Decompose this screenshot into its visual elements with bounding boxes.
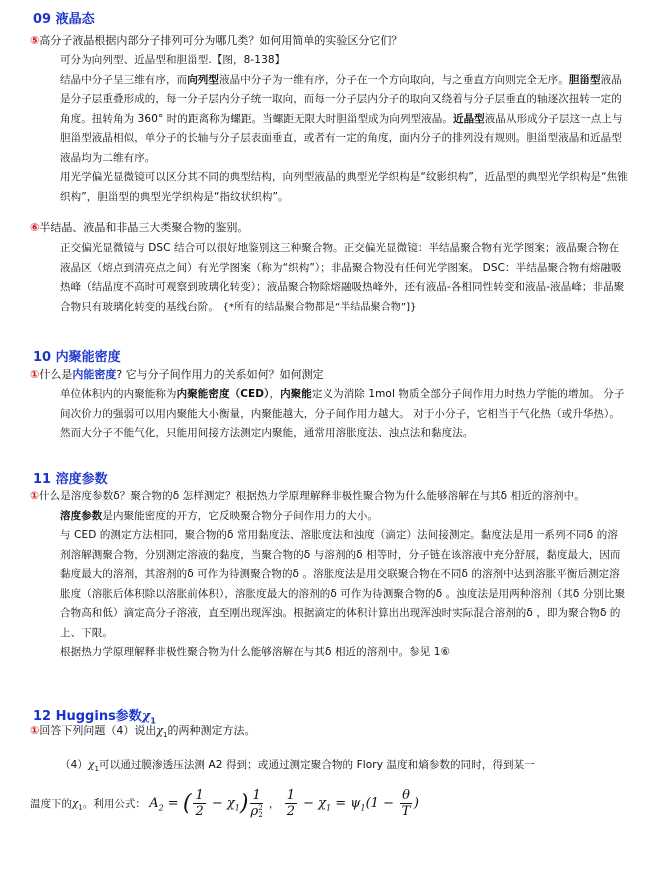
circled-1-mark: ① [30,490,39,502]
para-textures: 用光学偏光显微镜可以区分其不同的典型结构，向列型液晶的典型光学织构是“纹影织构”，近晶型的典型光学织构是“焦锥织构”，胆甾型的典型光学织构是“指纹状织构”。 [60,171,628,203]
circled-5-mark: ⑤ [30,34,40,47]
text-run: （4） [60,759,88,771]
para-chi-methods [30,756,628,780]
subscript: 1 [234,803,240,813]
text-run: 是内聚能密度的开方，它反映聚合物分子间作用力的大小。 [102,509,379,522]
section-10-body [30,385,628,444]
formula-chi-psi [283,788,419,819]
subscript: 2 [158,803,164,813]
chi-symbol: χ [72,797,79,810]
formula-separator: ， [268,798,280,810]
text-run: 结晶中分子呈三维有序，而 [60,73,188,86]
text-run: 温度下的 [30,798,72,810]
section-09-identification [30,239,628,317]
question-6 [30,219,248,235]
para-types: 可分为向列型、近晶型和胆甾型.【图，8-138】 [60,54,286,66]
fraction-half [193,788,205,819]
formula-symbol: ρ [250,804,259,819]
subscript: 1 [326,803,332,813]
subscript: 1 [78,803,83,812]
fraction-half [285,788,297,819]
question-5 [30,32,402,48]
subscript: 1 [94,765,100,774]
section-11-body [30,487,628,663]
term-solubility-parameter: 溶度参数 [60,509,103,522]
section-09-heading: 09 液晶态 [33,12,95,27]
para-solubility-methods: 与 CED 的测定方法相同，聚合物的δ 常用黏度法、溶胀度法和浊度（滴定）法间接测定。黏度法是用一系列不同δ 的溶剂溶解测聚合物，分别测定溶液的黏度，当聚合物的δ 与溶剂的δ 相等时，分子链在该溶液中充分舒展，黏度最大，因而黏度最大的溶剂，其溶剂的δ 可作为待测聚合物的δ 。溶胀度法是用交联聚合物在不同δ 的溶剂中达到溶胀平衡后测定溶胀度（溶胀后体积除以溶胀前体积），溶胀度最大的溶剂的δ 可作为待测聚合物的δ 。浊度法是用两种溶剂（其δ 分别比聚合物高和低）滴定高分子溶液，直至刚出现浑浊。根据滴定的体积计算出出现浑浊时实际混合溶剂的δ ，即为聚合物δ 的上、下限。 [60,529,626,639]
text-run: 单位体积内的内聚能称为 [60,388,177,400]
term-ced: 内聚能密度（CED） [176,388,270,400]
chi-symbol: χ [141,709,151,724]
chi-symbol: χ [87,759,95,771]
fraction-denominator [250,804,262,819]
fraction-numerator: 1 [286,788,295,803]
text-run: 12 Huggins参数 [33,709,142,724]
note-ref: {*所有的结晶聚合物都是“半结晶聚合物”]} [222,301,417,313]
subscript: 2 [258,810,263,819]
paren-open: ( [182,791,192,816]
question-5-text: 高分子液晶根据内部分子排列可分为哪几类？如何用简单的实验区分它们？ [39,34,403,47]
question-6-text: 半结晶、液晶和非晶三大类聚合物的鉴别。 [39,221,249,234]
subscript: 1 [163,731,168,740]
fraction-denominator: 2 [286,804,295,819]
formula-symbol: − χ [207,796,235,811]
formula-symbol: ) [413,796,419,811]
text-run: ， [269,388,281,400]
subscript: 1 [360,803,366,813]
paren-close: ) [239,791,249,816]
fraction-rho [250,788,262,819]
question-11-1-text: 什么是溶度参数δ？聚合物的δ 怎样测定？根据热力学原理解释非极性聚合物为什么能够溶解在与其δ 相近的溶剂中。 [39,490,585,502]
section-09-body [30,51,628,207]
text-run: 液晶从形成分子层这一点上与胆甾型液晶相似，单分子的长轴与分子层表面垂直，或者有一定的角度，面内分子的排列没有规则。胆甾型液晶和近晶型液晶均为二维有序。 [60,112,623,164]
fraction-numerator: 1 [252,788,261,803]
fraction-denominator: T [401,804,411,819]
para-ced [30,385,628,444]
circled-1-mark: ① [30,724,40,737]
formula-symbol: A [149,796,159,811]
formula-symbol: = ψ [331,796,361,811]
question-10-1 [30,366,324,382]
superscript: 2 [258,803,263,812]
formula-symbol: (1 − [365,796,399,811]
fraction-numerator: θ [402,788,410,803]
para-solubility-ref: 根据热力学原理解释非极性聚合物为什么能够溶解在与其δ 相近的溶剂中。参见 1⑥ [60,646,451,658]
para-structures [30,71,628,169]
fraction-theta-t [400,788,412,819]
circled-6-mark: ⑥ [30,221,40,234]
text-run: ? 它与分子间作用力的关系如何？如何测定 [116,368,324,381]
term-cholesteric: 胆甾型 [568,73,601,86]
text-run: 液晶中分子为一维有序，分子在一个方向取向，与之垂直方向则完全无序。 [219,73,569,86]
question-12-1 [30,722,255,739]
term-smectic: 近晶型 [452,112,485,125]
section-11-heading: 11 溶度参数 [33,472,108,487]
chi-symbol: χ [156,724,163,737]
circled-1-mark: ① [30,368,40,381]
text-run: 正交偏光显微镜与 DSC 结合可以很好地鉴别这三种聚合物。正交偏光显微镜：半结晶聚合物有光学图案；液晶聚合物在液晶区（熔点到清亮点之间）有光学图案（称为“织构”）；非晶聚合物没有任何光学图案。 DSC：半结晶聚合物有熔融吸热峰（结晶度不高时可观察到玻璃化转变）；液晶聚合物除熔融吸热峰外，还有液晶-各相同性转变和液晶-液晶峰；非晶聚合物只有玻璃化转变的基线台阶。 [60,242,625,313]
text-run: 可以通过膜渗透压法测 A2 得到；或通过测定聚合物的 Flory 温度和熵参数的同时，得到某一 [99,759,535,771]
text-run: 定义为消除 1mol 物质全部分子间作用力时热力学能的增加。 分子间次价力的强弱可以用内聚能大小衡量，内聚能越大，分子间作用力越大。 对于小分子，它相当于气化热（或升华热）。然而大分子不能气化，只能用间接方法测定内聚能，通常用溶胀度法、浊点法和黏度法。 [60,388,625,439]
subscript: 1 [150,716,156,726]
question-11-1 [30,487,628,507]
term-link: 内能密度 [72,368,117,381]
text-run: 回答下列问题（4）说出 [39,724,157,737]
para-solubility-def [30,507,628,527]
fraction-denominator: 2 [195,804,204,819]
text-run: 的两种测定方法。 [167,724,256,737]
term-cohesive: 内聚能 [280,388,312,400]
formula-symbol: = [163,796,183,811]
text-run: 什么是 [39,368,73,381]
text-run: 。利用公式： [82,798,146,810]
text-run: 液晶是分子层重叠形成的，每一分子层内分子统一取向，而每一分子层内分子的取向又绕着与分子层垂直的轴逐次扭转一定的角度。扭转角为 360° 时的距离称为螺距。当螺距无限大时胆甾型成为向列型液晶。 [60,73,622,125]
formula-a2 [149,788,269,819]
term-nematic: 向列型 [187,73,220,86]
fraction-numerator: 1 [195,788,204,803]
formula-line [30,788,628,819]
para-identification [30,239,628,317]
formula-symbol: − χ [299,796,327,811]
section-10-heading: 10 内聚能密度 [33,350,121,365]
section-12-body [30,756,628,780]
